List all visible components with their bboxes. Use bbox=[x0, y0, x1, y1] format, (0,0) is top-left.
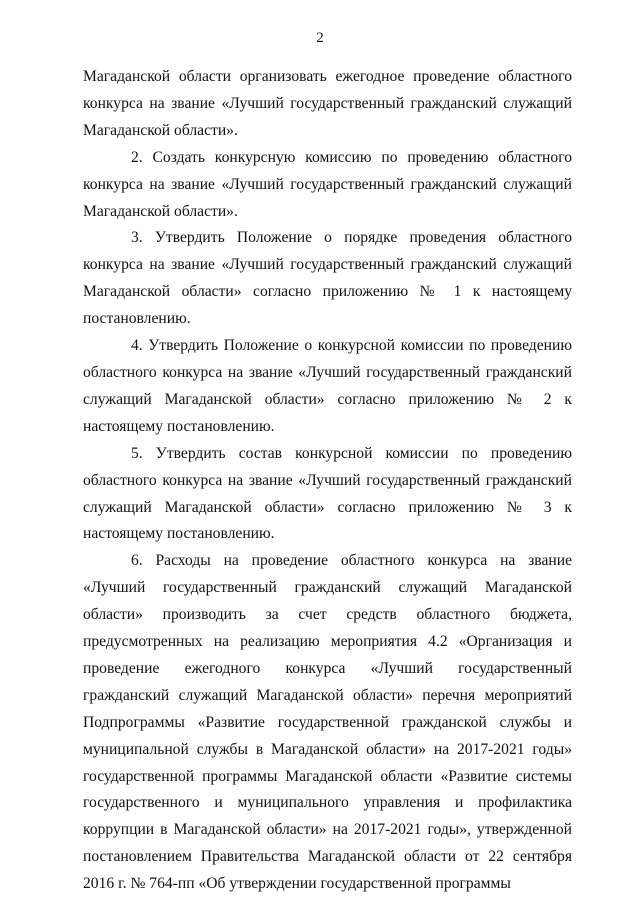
paragraph-item-3: 3. Утвердить Положение о порядке проведения областного конкурса на звание «Лучший государственный гражданский служащий Магаданской области» согласно приложению № 1 к настоящему постановлению. bbox=[83, 229, 572, 328]
paragraph-item-6: 6. Расходы на проведение областного конкурса на звание «Лучший государственный гражданский служащий Магаданской области» производить за счет средств областного бюджета, предусмотренных на реализацию мероприятия 4.2 «Организация и проведение ежегодного конкурса «Лучший государственный гражданский служащий Магаданской области» перечня мероприятий Подпрограммы «Развитие государственной гражданской службы и муниципальной службы в Магаданской области» на 2017-2021 годы» государственной программы Магаданской области «Развитие системы государственного и муниципального управления и профилактика коррупции в Магаданской области» на 2017-2021 годы», утвержденной постановлением Правительства Магаданской области от 22 сентября 2016 г. № 764-пп «Об утверждении государственной программы bbox=[83, 552, 572, 893]
page-number: 2 bbox=[316, 30, 324, 46]
paragraph-item-5: 5. Утвердить состав конкурсной комиссии по проведению областного конкурса на звание «Лучший государственный гражданский служащий Магаданской области» согласно приложению № 3 к настоящему постановлению. bbox=[83, 444, 572, 543]
paragraph-item-4: 4. Утвердить Положение о конкурсной комиссии по проведению областного конкурса на звание «Лучший государственный гражданский служащий Магаданской области» согласно приложению № 2 к настоящему постановлению. bbox=[83, 337, 572, 435]
document-body bbox=[83, 64, 572, 898]
paragraph-item-2: 2. Создать конкурсную комиссию по проведению областного конкурса на звание «Лучший государственный гражданский служащий Магаданской области». bbox=[83, 148, 572, 220]
paragraph-continuation: Магаданской области организовать ежегодное проведение областного конкурса на звание «Лучший государственный гражданский служащий Магаданской области». bbox=[83, 68, 572, 139]
